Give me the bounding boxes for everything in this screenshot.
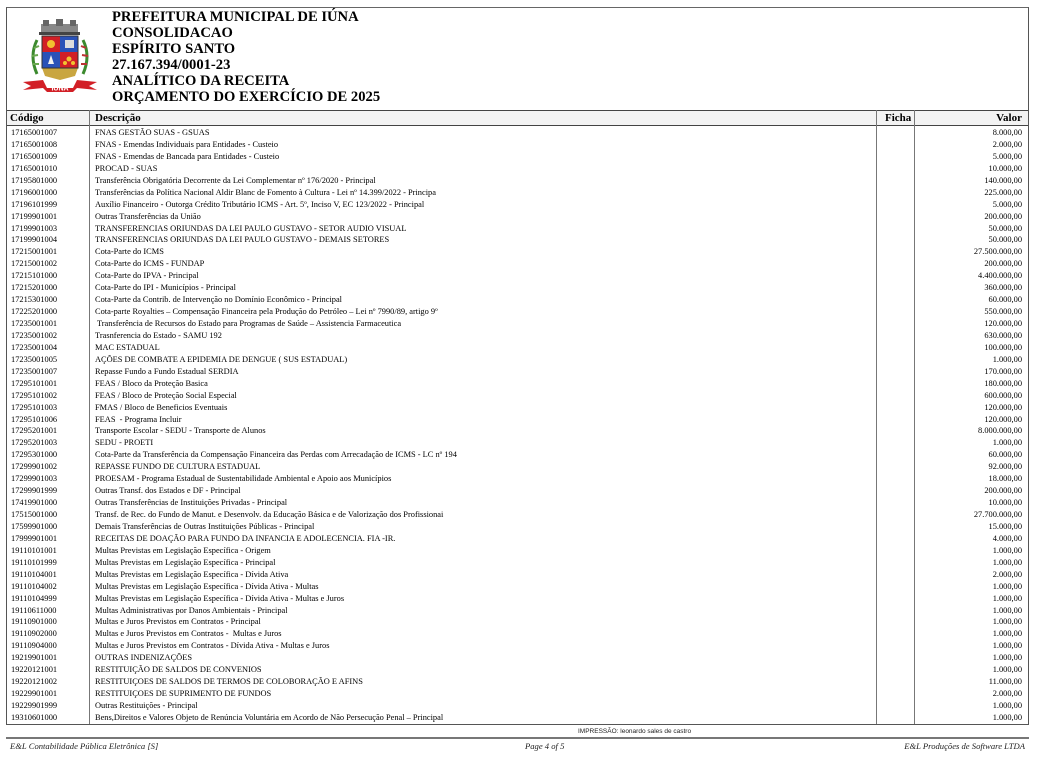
row-valor: 5.000,00 (992, 199, 1022, 209)
row-codigo: 19219901001 (11, 653, 58, 663)
table-row (7, 294, 1028, 306)
row-codigo: 17419901000 (11, 498, 58, 508)
table-row (7, 688, 1028, 700)
row-codigo: 17215301000 (11, 295, 58, 305)
table-row (7, 258, 1028, 270)
table-row (7, 509, 1028, 521)
table-row (7, 342, 1028, 354)
table-row (7, 700, 1028, 712)
row-descricao: Outras Transf. dos Estados e DF - Principal (95, 486, 241, 496)
row-codigo: 19220121001 (11, 665, 58, 675)
row-valor: 1.000,00 (992, 438, 1022, 448)
table-row (7, 628, 1028, 640)
row-codigo: 17215001002 (11, 259, 58, 269)
row-descricao: RESTITUIÇOES DE SALDOS DE TERMOS DE COLOBORAÇÃO E AFINS (95, 677, 363, 687)
row-codigo: 19110101999 (11, 557, 57, 567)
row-descricao: Transferência de Recursos do Estado para Programas de Saúde – Assistencia Farmaceutica (95, 319, 402, 328)
row-descricao: Auxílio Financeiro - Outorga Crédito Tributário ICMS - Art. 5º, Inciso V, EC 123/2022 - Principal (95, 199, 425, 209)
row-valor: 1.000,00 (992, 581, 1022, 591)
row-codigo: 19229901999 (11, 701, 58, 710)
table-row (7, 581, 1028, 593)
row-descricao: Transf. de Rec. do Fundo de Manut. e Desenvolv. da Educação Básica e de Valorização dos Profissionai (95, 510, 444, 519)
row-descricao: FEAS / Bloco da Proteção Basica (95, 378, 208, 388)
table-row (7, 712, 1028, 724)
row-valor: 27.500.000,00 (973, 247, 1022, 257)
row-valor: 630.000,00 (984, 330, 1022, 340)
logo-ribbon-text: IUNA (51, 85, 69, 93)
row-valor: 360.000,00 (984, 283, 1022, 293)
row-codigo: 17165001009 (11, 151, 58, 161)
footer-divider (6, 737, 1029, 739)
table-row (7, 497, 1028, 509)
row-descricao: FNAS GESTÃO SUAS - GSUAS (95, 128, 210, 137)
row-descricao: Cota-parte Royalties – Compensação Financeira pela Produção do Petróleo – Lei nº 7990/89, artigo 9º (95, 307, 438, 317)
row-descricao: Trasnferencia do Estado - SAMU 192 (95, 330, 222, 340)
row-codigo: 17235001002 (11, 330, 58, 340)
row-valor: 1.000,00 (992, 712, 1022, 722)
row-codigo: 17295101006 (11, 414, 58, 424)
row-valor: 60.000,00 (988, 295, 1022, 305)
report-frame (6, 7, 1029, 725)
row-descricao: Multas Previstas em Legislação Específica - Dívida Ativa - Multas (95, 581, 319, 591)
row-codigo: 17299901002 (11, 462, 58, 472)
table-row (7, 354, 1028, 366)
report-header (7, 8, 1028, 110)
row-descricao: FNAS - Emendas Individuais para Entidades - Custeio (95, 139, 279, 149)
table-row (7, 199, 1028, 211)
row-valor: 120.000,00 (984, 319, 1022, 328)
municipal-coat-of-arms-logo (17, 18, 102, 96)
row-valor: 200.000,00 (984, 211, 1022, 221)
row-codigo: 17999901001 (11, 533, 58, 543)
row-valor: 200.000,00 (984, 486, 1022, 496)
table-row (7, 461, 1028, 473)
row-descricao: Multas Previstas em Legislação Específica - Principal (95, 557, 276, 567)
row-descricao: Outras Restituições - Principal (95, 701, 198, 710)
row-valor: 92.000,00 (988, 462, 1022, 472)
row-codigo: 19110101001 (11, 545, 57, 555)
column-header-valor: Valor (996, 112, 1022, 124)
table-row (7, 318, 1028, 330)
row-valor: 1.000,00 (992, 701, 1022, 710)
table-row (7, 640, 1028, 652)
row-valor: 1.000,00 (992, 665, 1022, 675)
row-valor: 1.000,00 (992, 641, 1022, 651)
row-descricao: PROCAD - SUAS (95, 163, 158, 173)
row-valor: 50.000,00 (988, 223, 1022, 233)
table-row (7, 139, 1028, 151)
table-row (7, 366, 1028, 378)
row-valor: 10.000,00 (988, 163, 1022, 173)
table-row (7, 127, 1028, 139)
row-codigo: 17295201003 (11, 438, 58, 448)
table-row (7, 402, 1028, 414)
state-name: ESPÍRITO SANTO (112, 41, 236, 57)
row-codigo: 17235001004 (11, 342, 58, 352)
row-valor: 2.000,00 (992, 139, 1022, 149)
row-codigo: 17215201000 (11, 283, 58, 293)
row-valor: 1.000,00 (992, 557, 1022, 567)
row-valor: 1.000,00 (992, 545, 1022, 555)
row-codigo: 19110104999 (11, 593, 57, 603)
row-descricao: Transporte Escolar - SEDU - Transporte de Alunos (95, 426, 266, 436)
table-row (7, 652, 1028, 664)
row-descricao: Transferência Obrigatória Decorrente da Lei Complementar nº 176/2020 - Principal (95, 175, 376, 185)
row-valor: 1.000,00 (992, 593, 1022, 603)
row-descricao: Cota-Parte do IPVA - Principal (95, 271, 199, 281)
row-codigo: 17199901004 (11, 235, 58, 245)
row-descricao: RESTITUIÇOES DE SUPRIMENTO DE FUNDOS (95, 689, 272, 699)
row-codigo: 17299901003 (11, 474, 58, 484)
row-descricao: FEAS - Programa Incluir (95, 414, 182, 424)
row-valor: 600.000,00 (984, 390, 1022, 400)
row-codigo: 17235001007 (11, 366, 58, 376)
row-valor: 1.000,00 (992, 354, 1022, 364)
row-codigo: 17195801000 (11, 175, 58, 185)
table-row (7, 449, 1028, 461)
table-row (7, 616, 1028, 628)
table-row (7, 187, 1028, 199)
row-codigo: 17599901000 (11, 521, 58, 531)
table-row (7, 533, 1028, 545)
row-valor: 1.000,00 (992, 653, 1022, 663)
row-descricao: FMAS / Bloco de Beneficios Eventuais (95, 402, 228, 412)
table-body (7, 127, 1028, 724)
table-row (7, 390, 1028, 402)
row-descricao: OUTRAS INDENIZAÇÕES (95, 653, 193, 663)
table-row (7, 175, 1028, 187)
table-row (7, 306, 1028, 318)
row-codigo: 17165001010 (11, 163, 58, 173)
table-row (7, 521, 1028, 533)
row-codigo: 19110901000 (11, 617, 57, 627)
table-row (7, 676, 1028, 688)
entity-type: CONSOLIDACAO (112, 25, 233, 41)
column-header-ficha: Ficha (885, 112, 912, 124)
table-row (7, 211, 1028, 223)
row-valor: 11.000,00 (988, 677, 1022, 687)
row-valor: 2.000,00 (992, 569, 1022, 579)
row-descricao: Multas e Juros Previstos em Contratos - Multas e Juros (95, 629, 282, 639)
report-title: ANALÍTICO DA RECEITA (112, 73, 290, 89)
table-header (7, 110, 1028, 126)
row-codigo: 17295101003 (11, 402, 58, 412)
row-valor: 140.000,00 (984, 175, 1022, 185)
row-valor: 1.000,00 (992, 605, 1022, 615)
row-valor: 550.000,00 (984, 307, 1022, 317)
row-descricao: Outras Transferências da União (95, 211, 201, 221)
report-titles (112, 9, 380, 105)
row-codigo: 17215001001 (11, 247, 58, 257)
row-descricao: TRANSFERENCIAS ORIUNDAS DA LEI PAULO GUSTAVO - DEMAIS SETORES (95, 235, 390, 245)
report-subtitle: ORÇAMENTO DO EXERCÍCIO DE 2025 (112, 89, 381, 105)
row-valor: 4.000,00 (992, 533, 1022, 543)
row-valor: 15.000,00 (988, 521, 1022, 531)
table-row (7, 282, 1028, 294)
row-valor: 27.700.000,00 (973, 510, 1022, 519)
page-indicator: Page 4 of 5 (525, 741, 565, 751)
row-valor: 225.000,00 (984, 187, 1022, 197)
row-descricao: Outras Transferências de Instituições Privadas - Principal (95, 498, 288, 508)
row-descricao: Multas Previstas em Legislação Específica - Origem (95, 545, 271, 555)
row-codigo: 17295101002 (11, 390, 58, 400)
municipality-name: PREFEITURA MUNICIPAL DE IÚNA (112, 9, 359, 25)
row-valor: 60.000,00 (988, 450, 1022, 460)
table-row (7, 378, 1028, 390)
row-codigo: 17199901003 (11, 223, 58, 233)
table-row (7, 234, 1028, 246)
row-descricao: FEAS / Bloco de Proteção Social Especial (95, 390, 237, 400)
row-codigo: 17225201000 (11, 307, 58, 317)
table-row (7, 545, 1028, 557)
row-valor: 1.000,00 (992, 629, 1022, 639)
row-codigo: 17215101000 (11, 271, 58, 281)
row-descricao: MAC ESTADUAL (95, 342, 160, 352)
row-descricao: REPASSE FUNDO DE CULTURA ESTADUAL (95, 462, 261, 472)
row-valor: 8.000.000,00 (978, 426, 1022, 436)
table-row (7, 485, 1028, 497)
row-descricao: Transferências da Política Nacional Aldir Blanc de Fomento à Cultura - Lei nº 14.399/2022 - Principa (95, 187, 436, 197)
table-row (7, 163, 1028, 175)
row-valor: 2.000,00 (992, 689, 1022, 699)
row-codigo: 17196001000 (11, 187, 58, 197)
row-valor: 1.000,00 (992, 617, 1022, 627)
row-descricao: Bens,Direitos e Valores Objeto de Renúncia Voluntária em Acordo de Não Persecução Penal – Principal (95, 712, 444, 722)
row-codigo: 19110104002 (11, 581, 57, 591)
row-codigo: 19110902000 (11, 629, 57, 639)
row-valor: 8.000,00 (992, 128, 1022, 137)
row-codigo: 19310601000 (11, 712, 58, 722)
footer-left: E&L Contabilidade Pública Eletrônica [S] (10, 741, 159, 751)
row-codigo: 17235001005 (11, 354, 58, 364)
row-codigo: 17235001001 (11, 319, 58, 328)
table-row (7, 414, 1028, 426)
row-descricao: AÇÕES DE COMBATE A EPIDEMIA DE DENGUE ( SUS ESTADUAL) (95, 354, 348, 364)
row-descricao: Cota-Parte da Contrib. de Intervenção no Domínio Econômico - Principal (95, 295, 342, 305)
row-codigo: 17199901001 (11, 211, 58, 221)
row-descricao: RECEITAS DE DOAÇÃO PARA FUNDO DA INFANCIA E ADOLECENCIA. FIA -IR. (95, 533, 396, 543)
row-codigo: 17295301000 (11, 450, 58, 460)
coat-of-arms-icon (17, 18, 102, 96)
row-valor: 100.000,00 (984, 342, 1022, 352)
row-descricao: TRANSFERENCIAS ORIUNDAS DA LEI PAULO GUSTAVO - SETOR AUDIO VISUAL (95, 223, 407, 233)
row-descricao: FNAS - Emendas de Bancada para Entidades - Custeio (95, 151, 280, 161)
row-descricao: Cota-Parte do IPI - Municípios - Principal (95, 283, 236, 293)
row-valor: 50.000,00 (988, 235, 1022, 245)
row-descricao: Multas Previstas em Legislação Específica - Dívida Ativa - Multas e Juros (95, 593, 345, 603)
row-valor: 200.000,00 (984, 259, 1022, 269)
row-codigo: 19110104001 (11, 569, 57, 579)
column-header-descricao: Descrição (95, 112, 141, 124)
table-row (7, 437, 1028, 449)
table-row (7, 246, 1028, 258)
row-descricao: Multas e Juros Previstos em Contratos - Principal (95, 617, 261, 627)
table-row (7, 557, 1028, 569)
table-row (7, 593, 1028, 605)
table-row (7, 605, 1028, 617)
column-header-codigo: Código (10, 112, 44, 124)
row-descricao: RESTITUIÇÃO DE SALDOS DE CONVENIOS (95, 665, 262, 675)
row-valor: 180.000,00 (984, 378, 1022, 388)
row-valor: 4.400.000,00 (978, 271, 1022, 281)
row-valor: 120.000,00 (984, 402, 1022, 412)
table-row (7, 473, 1028, 485)
row-codigo: 19220121002 (11, 677, 58, 687)
row-valor: 18.000,00 (988, 474, 1022, 484)
row-codigo: 17295201001 (11, 426, 58, 436)
row-codigo: 17295101001 (11, 378, 58, 388)
row-codigo: 19110611000 (11, 605, 57, 615)
row-codigo: 17165001008 (11, 139, 58, 149)
row-valor: 170.000,00 (984, 366, 1022, 376)
cnpj: 27.167.394/0001-23 (112, 57, 231, 73)
row-valor: 10.000,00 (988, 498, 1022, 508)
footer-right: E&L Produções de Software LTDA (904, 741, 1025, 751)
row-descricao: Multas Previstas em Legislação Específica - Dívida Ativa (95, 569, 289, 579)
row-descricao: SEDU - PROETI (95, 438, 154, 448)
row-descricao: Multas Administrativas por Danos Ambientais - Principal (95, 605, 288, 615)
row-descricao: PROESAM - Programa Estadual de Sustentabilidade Ambiental e Apoio aos Municípios (95, 474, 392, 484)
table-row (7, 569, 1028, 581)
row-codigo: 17196101999 (11, 199, 58, 209)
table-row (7, 664, 1028, 676)
row-codigo: 19229901001 (11, 689, 58, 699)
row-descricao: Cota-Parte do ICMS - FUNDAP (95, 259, 205, 269)
row-descricao: Repasse Fundo a Fundo Estadual SERDIA (95, 366, 239, 376)
row-descricao: Demais Transferências de Outras Instituições Públicas - Principal (95, 521, 315, 531)
row-descricao: Multas e Juros Previstos em Contratos - Dívida Ativa - Multas e Juros (95, 641, 330, 651)
table-row (7, 151, 1028, 163)
row-codigo: 17165001007 (11, 128, 58, 137)
row-valor: 120.000,00 (984, 414, 1022, 424)
row-codigo: 17299901999 (11, 486, 58, 496)
print-user-label: IMPRESSÃO: leonardo sales de castro (578, 728, 692, 735)
table-row (7, 330, 1028, 342)
row-codigo: 19110904000 (11, 641, 57, 651)
table-row (7, 223, 1028, 235)
table-row (7, 270, 1028, 282)
row-descricao: Cota-Parte do ICMS (95, 247, 164, 257)
row-valor: 5.000,00 (992, 151, 1022, 161)
table-row (7, 425, 1028, 437)
row-descricao: Cota-Parte da Transferência da Compensação Financeira das Perdas com Arrecadação de ICMS - LC nº 194 (95, 450, 457, 460)
row-codigo: 17515001000 (11, 510, 58, 519)
